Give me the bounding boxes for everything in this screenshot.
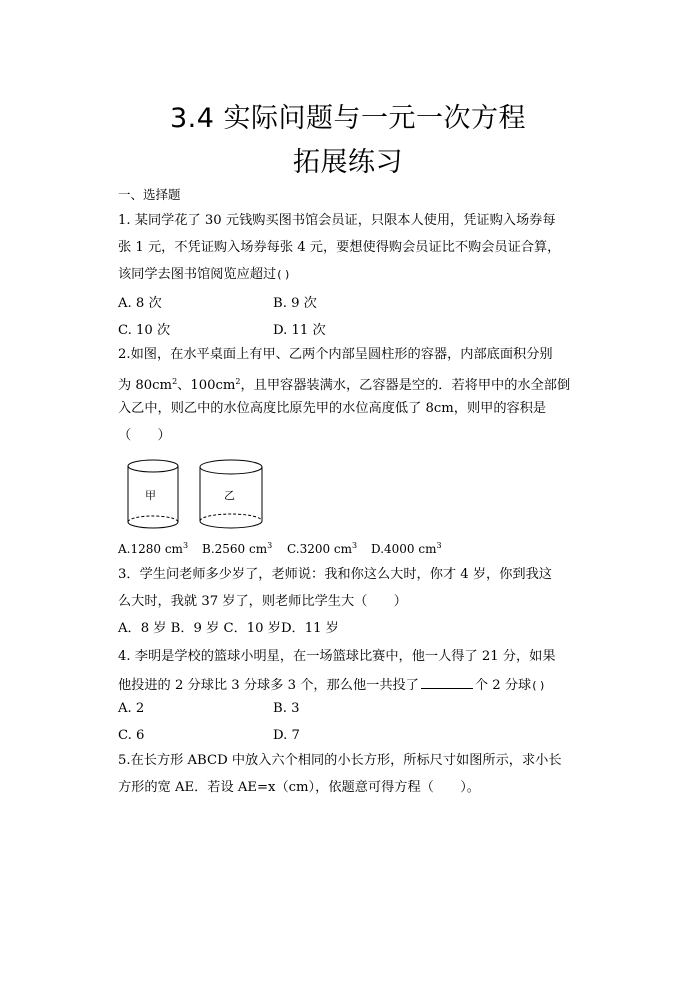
q1-line-2: 张 1 元，不凭证购入场券每张 4 元，要想使得购会员证比不购会员证合算， <box>118 240 561 255</box>
q2-sq-1: 2 <box>172 377 178 386</box>
cylinder-yi-label: 乙 <box>224 489 235 502</box>
q1-option-c: C. 10 次 <box>118 323 171 338</box>
q4-line-1: 4. 李明是学校的篮球小明星，在一场篮球比赛中，他一人得了 21 分，如果 <box>118 649 556 664</box>
section-heading: 一、选择题 <box>118 187 181 202</box>
cylinder-jia-label: 甲 <box>145 489 156 502</box>
q2-option-d-text: D.4000 cm <box>371 542 437 556</box>
q4-line-2 <box>118 675 544 695</box>
q4-answer-blank <box>421 675 473 689</box>
q1-line-3-text: 该同学去图书馆阅览应超过 <box>118 267 277 282</box>
q2-option-c-cube: 3 <box>352 541 358 550</box>
q4-option-c: C. 6 <box>118 728 145 743</box>
page-title: 3.4 实际问题与一元一次方程 <box>169 103 527 134</box>
q4-option-a: A. 2 <box>118 701 145 716</box>
q1-answer-paren: ( ) <box>277 268 290 281</box>
q4-line-2-b: 个 2 分球 <box>474 678 532 693</box>
q1-option-a: A. 8 次 <box>118 296 162 311</box>
q2-option-c <box>287 541 357 556</box>
q2-option-c-text: C.3200 cm <box>287 542 353 556</box>
q4-option-d: D. 7 <box>273 728 300 743</box>
q1-line-3 <box>118 266 289 284</box>
q2-option-d <box>371 541 442 556</box>
q2-line-3: 入乙中，则乙中的水位高度比原先甲的水位高度低了 8cm，则甲的容积是 <box>118 401 547 416</box>
q2-option-a <box>118 541 188 556</box>
q2-line-2-b: 、100cm <box>177 378 236 393</box>
q2-option-b <box>202 541 272 556</box>
q2-option-b-text: B.2560 cm <box>202 542 268 556</box>
q2-line-1: 2.如图，在水平桌面上有甲、乙两个内部呈圆柱形的容器，内部底面积分别 <box>118 347 553 362</box>
q2-sq-2: 2 <box>235 377 241 386</box>
q5-line-1: 5.在长方形 ABCD 中放入六个相同的小长方形，所标尺寸如图所示，求小长 <box>118 753 562 768</box>
q2-line-4: （ ） <box>118 428 171 443</box>
q4-line-2-a: 他投进的 2 分球比 3 分球多 3 个，那么他一共投了 <box>118 678 419 693</box>
q1-line-1: 1. 某同学花了 30 元钱购买图书馆会员证，只限本人使用，凭证购入场券每 <box>118 213 556 228</box>
q2-line-2-c: ，且甲容器装满水，乙容器是空的．若将甲中的水全部倒 <box>240 378 571 393</box>
q1-option-d: D. 11 次 <box>273 323 326 338</box>
q2-line-2 <box>118 373 570 395</box>
q2-option-d-cube: 3 <box>436 541 442 550</box>
q2-option-a-text: A.1280 cm <box>118 542 183 556</box>
q5-line-2: 方形的宽 AE．若设 AE=x（cm），依题意可得方程（ ）。 <box>118 780 480 795</box>
q4-option-b: B. 3 <box>273 701 300 716</box>
q2-line-2-a: 为 80cm <box>118 378 173 393</box>
q3-options: A．8 岁 B．9 岁 C．10 岁D．11 岁 <box>118 621 339 636</box>
q2-option-b-cube: 3 <box>267 541 273 550</box>
q2-option-a-cube: 3 <box>182 541 189 550</box>
q4-answer-paren: ( ) <box>532 679 545 692</box>
q3-line-1: 3．学生问老师多少岁了，老师说：我和你这么大时，你才 4 岁，你到我这 <box>118 567 552 582</box>
page-subtitle: 拓展练习 <box>293 147 403 178</box>
q1-option-b: B. 9 次 <box>273 296 317 311</box>
q3-line-2: 么大时，我就 37 岁了，则老师比学生大（ ） <box>118 594 407 609</box>
